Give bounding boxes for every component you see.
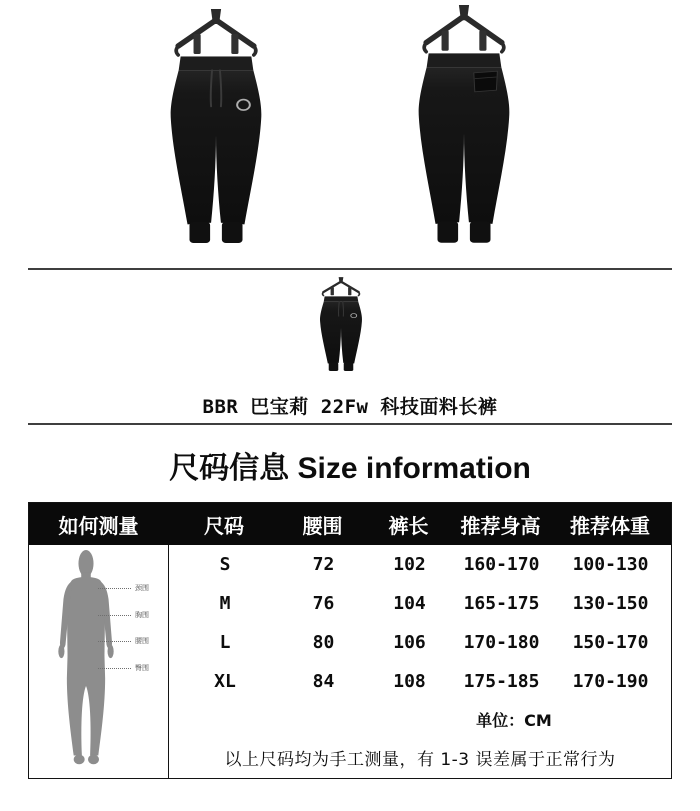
cell-size: M	[219, 593, 231, 614]
measure-leader-line	[98, 588, 131, 589]
size-table	[28, 502, 672, 779]
cell-waist: 84	[312, 671, 335, 692]
cell-weight: 150-170	[572, 632, 649, 653]
cell-waist: 72	[312, 554, 335, 575]
measurement-disclaimer: 以上尺码均为手工测量，有 1-3 误差属于正常行为	[224, 749, 616, 770]
cell-waist: 80	[312, 632, 335, 653]
cell-weight: 100-130	[572, 554, 649, 575]
table-row-xl	[169, 662, 671, 701]
size-table-header-row	[29, 503, 671, 545]
figure-label-waist: 腰围	[135, 637, 149, 645]
table-row-l	[169, 623, 671, 662]
header-length: 裤长	[388, 513, 429, 538]
cell-height: 170-180	[463, 632, 540, 653]
cell-height: 175-185	[463, 671, 540, 692]
table-row-s	[169, 545, 671, 584]
cell-length: 108	[393, 671, 426, 692]
section-divider	[28, 268, 672, 270]
cell-waist: 76	[312, 593, 335, 614]
measure-figure-cell	[29, 545, 169, 778]
hanger-icon	[323, 277, 360, 295]
cell-length: 102	[393, 554, 426, 575]
product-thumbnail	[291, 276, 391, 377]
header-waist: 腰围	[302, 513, 343, 538]
figure-label-hip: 臀围	[135, 664, 149, 672]
cell-size: L	[219, 632, 231, 653]
header-size: 尺码	[204, 513, 244, 538]
figure-label-chest: 胸围	[135, 611, 149, 619]
cell-length: 106	[393, 632, 426, 653]
measure-leader-line	[98, 615, 131, 616]
product-photo-back	[356, 2, 572, 258]
pants-front-image	[171, 56, 262, 243]
cell-weight: 170-190	[572, 671, 649, 692]
cell-size: XL	[214, 671, 236, 692]
product-photo-front	[108, 6, 324, 258]
header-height: 推荐身高	[460, 513, 541, 538]
cell-height: 165-175	[463, 593, 540, 614]
pants-back-image	[419, 53, 510, 243]
measure-leader-line	[98, 641, 131, 642]
hanger-icon	[424, 5, 504, 52]
size-info-heading: 尺码信息 Size information	[169, 452, 531, 485]
cell-length: 104	[393, 593, 426, 614]
cell-size: S	[219, 554, 231, 575]
cell-weight: 130-150	[572, 593, 649, 614]
size-table-body	[169, 545, 671, 778]
body-measure-figure	[45, 549, 127, 771]
hanger-icon	[176, 9, 256, 55]
header-weight: 推荐体重	[570, 513, 650, 538]
table-row-m	[169, 584, 671, 623]
pants-front-image	[320, 296, 362, 371]
figure-label-neck: 颈围	[135, 584, 149, 592]
product-title: BBR 巴宝莉 22Fw 科技面料长裤	[202, 396, 498, 418]
unit-row	[169, 701, 671, 737]
unit-note: 单位：CM	[476, 711, 552, 730]
measure-leader-line	[98, 668, 131, 669]
section-divider	[28, 423, 672, 425]
cell-height: 160-170	[463, 554, 540, 575]
header-how-to-measure: 如何测量	[58, 513, 139, 538]
